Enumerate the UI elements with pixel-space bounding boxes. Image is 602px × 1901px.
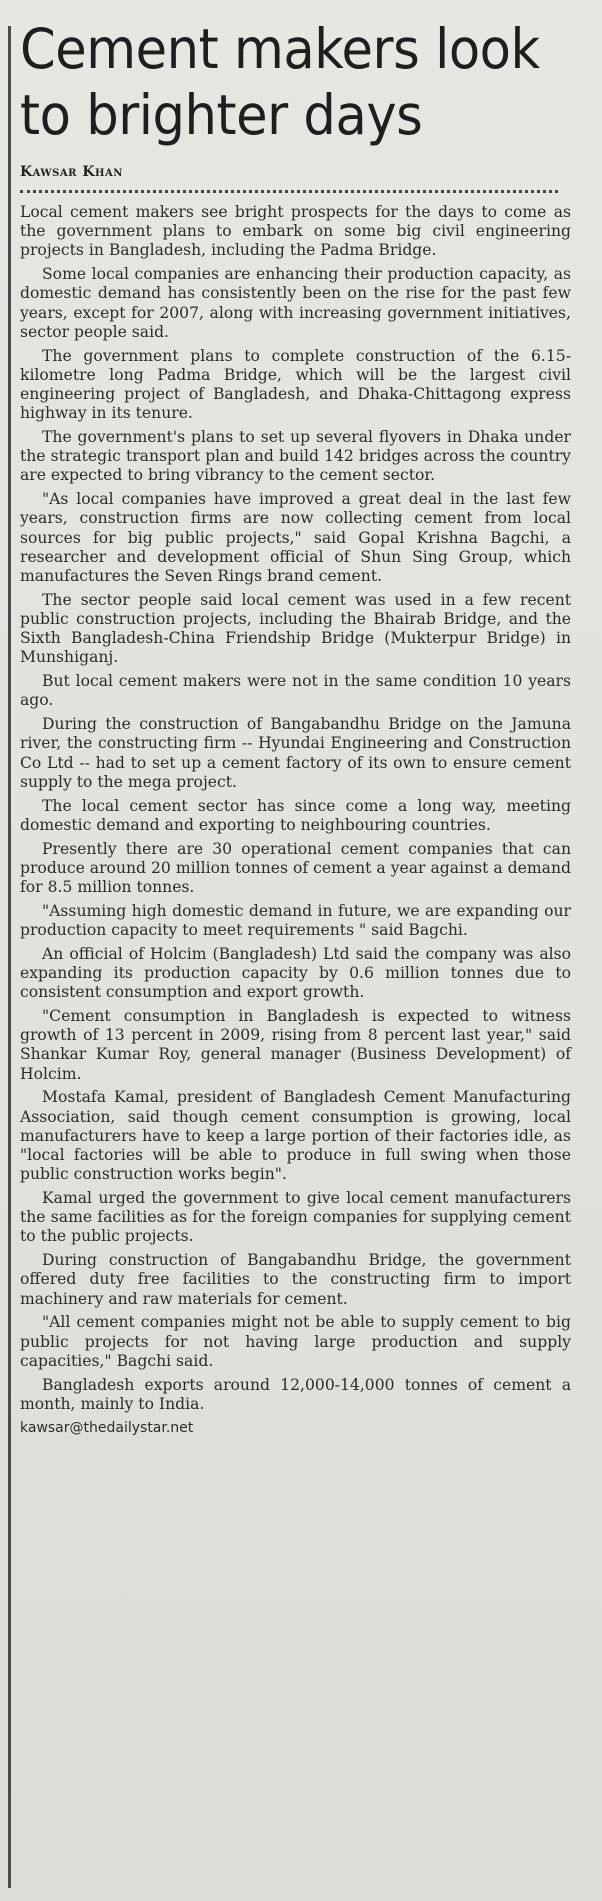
paragraph: The government's plans to set up several flyovers in Dhaka under the strategic transport plan and build 142 bridges across the country are expected to bring vibrancy to the cement sector.: [20, 428, 571, 485]
paragraph: Some local companies are enhancing their production capacity, as domestic demand has consistently been on the rise for the past few years, except for 2007, along with increasing government initiatives, sector people said.: [20, 265, 571, 341]
paragraph: An official of Holcim (Bangladesh) Ltd said the company was also expanding its production capacity by 0.6 million tonnes due to consistent consumption and export growth.: [20, 944, 571, 1002]
paragraph: Presently there are 30 operational cement companies that can produce around 20 million tonnes of cement a year against a demand for 8.5 million tonnes.: [20, 839, 571, 897]
paragraph: But local cement makers were not in the same condition 10 years ago.: [20, 672, 571, 710]
paragraph: Bangladesh exports around 12,000-14,000 tonnes of cement a month, mainly to India.: [20, 1375, 571, 1413]
article: [20, 16, 580, 1438]
headline: Cement makers look to brighter days: [20, 17, 540, 147]
paragraph: "All cement companies might not be able to supply cement to big public projects for not having large production and supply capacities," Bagchi said.: [20, 1313, 571, 1370]
paragraph: Local cement makers see bright prospects for the days to come as the government plans to embark on some big civil engineering projects in Bangladesh, including the Padma Bridge.: [20, 203, 571, 260]
paragraph: During construction of Bangabandhu Bridge, the government offered duty free facilities to the constructing firm to import machinery and raw materials for cement.: [20, 1251, 571, 1308]
paragraph: Mostafa Kamal, president of Bangladesh Cement Manufacturing Association, said though cement consumption is growing, local manufacturers have to keep a large portion of their factories idle, as "local factories will be able to produce in full swing when those public construction works begin".: [20, 1088, 571, 1184]
paragraph: "As local companies have improved a great deal in the last few years, construction firms are now collecting cement from local sources for big public projects," said Gopal Krishna Bagchi, a researcher and development official of Shun Sing Group, which manufactures the Seven Rings brand cement.: [20, 490, 571, 586]
byline: Kawsar Khan: [20, 164, 123, 180]
paragraph: The government plans to complete construction of the 6.15-kilometre long Padma Bridge, which will be the largest civil engineering project of Bangladesh, and Dhaka-Chittagong express highway in its tenure.: [20, 346, 571, 423]
paragraph: Kamal urged the government to give local cement manufacturers the same facilities as for the foreign companies for supplying cement to the public projects.: [20, 1189, 571, 1246]
paragraph: "Assuming high domestic demand in future, we are expanding our production capacity to meet requirements " said Bagchi.: [20, 901, 571, 940]
column-rule: [8, 26, 11, 1888]
author-email: kawsar@thedailystar.net: [20, 1419, 194, 1436]
paragraph: During the construction of Bangabandhu Bridge on the Jamuna river, the constructing firm -- Hyundai Engineering and Construction Co Ltd -- had to set up a cement factory of its own to ensure cement supply to the mega project.: [20, 715, 571, 791]
paragraph: The sector people said local cement was used in a few recent public construction projects, including the Bhairab Bridge, and the Sixth Bangladesh-China Friendship Bridge (Mukterpur Bridge) in Munshiganj.: [20, 590, 571, 667]
article-body: [20, 203, 571, 1438]
paragraph: The local cement sector has since come a long way, meeting domestic demand and exporting to neighbouring countries.: [20, 796, 571, 834]
dotted-divider: [20, 190, 558, 197]
paragraph: "Cement consumption in Bangladesh is expected to witness growth of 13 percent in 2009, rising from 8 percent last year," said Shankar Kumar Roy, general manager (Business Development) of Holcim.: [20, 1007, 571, 1083]
